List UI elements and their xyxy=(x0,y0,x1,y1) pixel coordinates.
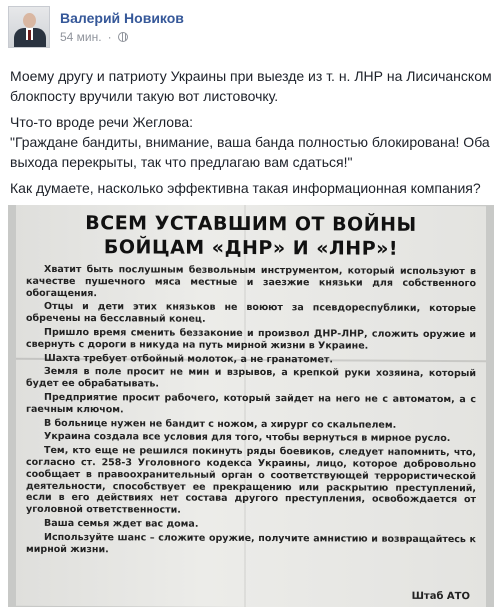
leaflet-paragraph: Ваша семья ждет вас дома. xyxy=(44,517,199,530)
post-paragraph: Моему другу и патриоту Украины при выезде из т. н. ЛНР на Лисичанском блокпосту вручили такую вот листовочку. xyxy=(10,68,492,104)
leaflet-paragraph: В больнице нужен не бандит с ножом, а хирург со скальпелем. xyxy=(44,417,397,431)
leaflet-title xyxy=(16,212,486,260)
leaflet-paragraph: Украина создала все условия для того, чтобы вернуться в мирное русло. xyxy=(44,431,451,445)
post-meta: 54 мин. · xyxy=(60,30,128,44)
author-name[interactable]: Валерий Новиков xyxy=(60,10,184,26)
timestamp[interactable]: 54 мин. xyxy=(60,30,102,44)
leaflet-sheet xyxy=(16,205,486,607)
post-paragraph: "Граждане бандиты, внимание, ваша банда полностью блокирована! Оба выхода перекрыты, так что предлагаю вам сдаться!" xyxy=(10,134,490,170)
leaflet-paragraph: Хватит быть послушным безвольным инструментом, который используют в качестве пушечного мяса местные и заезжие князьки для собственного обогащения. xyxy=(26,263,476,299)
leaflet-title-line: ВСЕМ УСТАВШИМ ОТ ВОЙНЫ xyxy=(85,212,417,236)
leaflet-paragraph: Пришло время сменить беззаконие и произвол ДНР-ЛНР, сложить оружие и свернуть с дороги в никуда на путь мирной жизни в Украине. xyxy=(26,326,476,352)
leaflet-body xyxy=(26,264,476,560)
leaflet-paragraph: Предприятие просит рабочего, который зайдет на него не с автоматом, а с гаечным ключом. xyxy=(26,391,476,416)
leaflet-paragraph: Земля в поле просит не мин и взрывов, а крепкой руки хозяина, который будет ее обрабатывать. xyxy=(26,366,476,390)
leaflet-photo[interactable] xyxy=(8,205,494,607)
avatar[interactable] xyxy=(8,6,50,48)
leaflet-signature: Штаб АТО xyxy=(411,590,470,603)
leaflet-title-line: БОЙЦАМ «ДНР» И «ЛНР»! xyxy=(103,236,399,260)
leaflet-paragraph: Шахта требует отбойный молоток, а не гранатомет. xyxy=(44,352,334,366)
post-paragraph: Что-то вроде речи Жеглова: xyxy=(10,114,194,130)
post-paragraph: Как думаете, насколько эффективна такая информационная компания? xyxy=(10,180,481,196)
leaflet-paragraph: Отцы и дети этих князьков не воюют за псевдореспублики, которые обречены на бесславный конец. xyxy=(26,301,476,325)
leaflet-paragraph: Используйте шанс – сложите оружие, получите амнистию и возвращайтесь к мирной жизни. xyxy=(26,531,476,555)
leaflet-paragraph: Тем, кто еще не решился покинуть ряды боевиков, следует напомнить, что, согласно ст. 258-3 Уголовного кодекса Украины, лицо, которое добровольно сообщает в правоохранительный орган о соответствующей террористической деятельности, способствует ее прекращению или раскрытию преступлений, если в его действиях нет состава другого преступления, освобождается от уголовной ответственности. xyxy=(26,445,476,516)
post-header xyxy=(8,6,498,56)
globe-icon[interactable] xyxy=(118,32,128,42)
post-text xyxy=(10,66,496,204)
